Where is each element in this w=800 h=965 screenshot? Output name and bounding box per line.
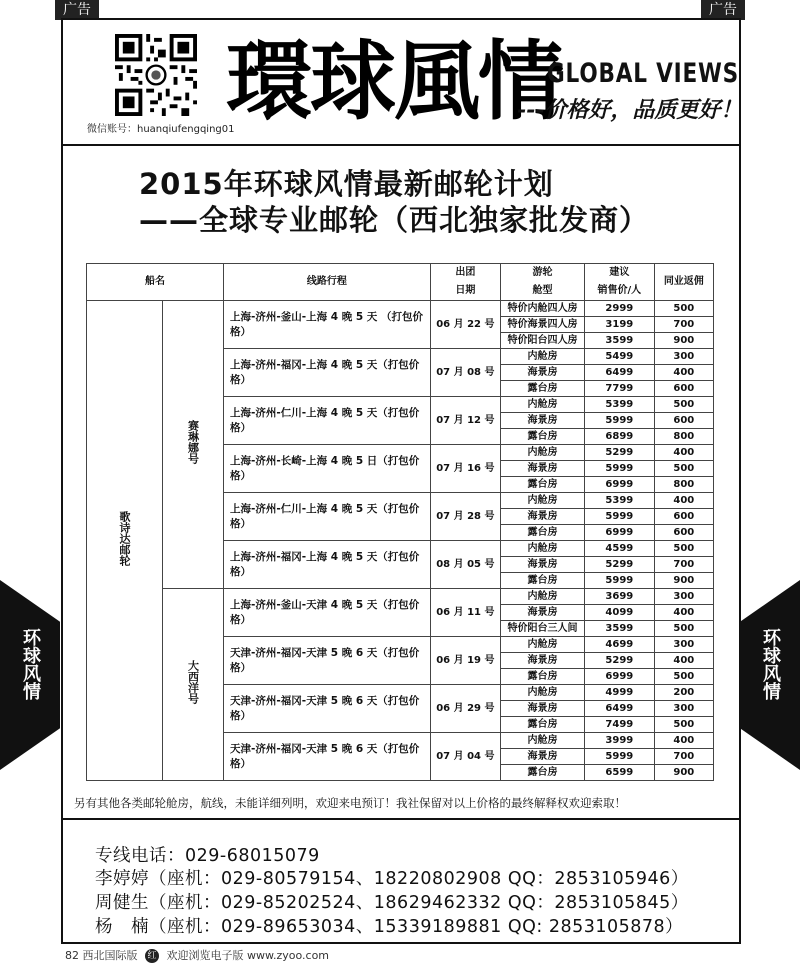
contact-hotline: 专线电话：029-68015079 [95,846,320,866]
price-cell: 4599 [585,541,655,557]
rebate-cell: 600 [654,413,713,429]
price-cell: 5999 [585,509,655,525]
cabin-type-cell: 内舱房 [500,733,584,749]
header [61,18,741,146]
cabin-type-cell: 内舱房 [500,445,584,461]
price-cell: 5499 [585,349,655,365]
price-cell: 5299 [585,653,655,669]
route-cell: 上海-济州-福冈-上海 4 晚 5 天（打包价格） [224,349,431,397]
price-cell: 3699 [585,589,655,605]
date-cell: 06 月 11 号 [430,589,500,637]
rebate-cell: 400 [654,493,713,509]
cabin-type-cell: 特价阳台三人间 [500,621,584,637]
cruise-line-cell: 歌诗达邮轮 [87,301,163,781]
date-cell: 06 月 22 号 [430,301,500,349]
col-header-route: 线路行程 [224,264,431,301]
rebate-cell: 200 [654,685,713,701]
route-cell: 天津-济州-福冈-天津 5 晚 6 天（打包价格） [224,637,431,685]
price-cell: 7799 [585,381,655,397]
price-cell: 4999 [585,685,655,701]
price-cell: 3999 [585,733,655,749]
price-cell: 6499 [585,365,655,381]
rebate-cell: 300 [654,589,713,605]
price-cell: 5399 [585,493,655,509]
rebate-cell: 400 [654,733,713,749]
contact-person: 周健生（座机：029-85202524、18629462332 QQ：2853105845） [95,893,689,913]
brand-logo-text: 環球風情 [226,31,562,132]
rebate-cell: 600 [654,525,713,541]
cabin-type-cell: 海景房 [500,749,584,765]
cabin-type-cell: 海景房 [500,557,584,573]
route-cell: 上海-济州-长崎-上海 4 晚 5 日（打包价格） [224,445,431,493]
side-label-left: 环球风情 [20,628,41,700]
route-cell: 天津-济州-福冈-天津 5 晚 6 天（打包价格） [224,733,431,781]
table-row [87,301,714,317]
cabin-type-cell: 海景房 [500,365,584,381]
date-cell: 07 月 08 号 [430,349,500,397]
cabin-type-cell: 内舱房 [500,493,584,509]
page-subtitle: ——全球专业邮轮（西北独家批发商） [139,203,650,237]
cruise-price-table [86,263,714,781]
date-cell: 06 月 29 号 [430,685,500,733]
price-cell: 3199 [585,317,655,333]
col-header-price: 建议 销售价/人 [585,264,655,301]
price-cell: 6899 [585,429,655,445]
price-cell: 5399 [585,397,655,413]
cabin-type-cell: 内舱房 [500,637,584,653]
rebate-cell: 900 [654,333,713,349]
col-header-cabin: 游轮 舱型 [500,264,584,301]
price-cell: 7499 [585,717,655,733]
rebate-cell: 500 [654,541,713,557]
cabin-type-cell: 内舱房 [500,397,584,413]
cabin-type-cell: 内舱房 [500,349,584,365]
col-header-rebate: 同业返佣 [654,264,713,301]
footnote: 另有其他各类邮轮舱房，航线，未能详细列明，欢迎来电预订！我社保留对以上价格的最终解释权欢迎索取！ [74,796,626,810]
table-row [87,589,714,605]
price-cell: 6999 [585,669,655,685]
rebate-cell: 900 [654,573,713,589]
edition-badge-icon: 红 [145,949,159,963]
rebate-cell: 700 [654,317,713,333]
ship-name-cell: 赛琳娜号 [163,301,224,589]
price-cell: 5999 [585,573,655,589]
brand-english: GLOBAL VIEWS [547,58,740,89]
cabin-type-cell: 露台房 [500,717,584,733]
slogan: ---价格好，品质更好！ [517,97,743,123]
cabin-type-cell: 露台房 [500,525,584,541]
cabin-type-cell: 露台房 [500,573,584,589]
cabin-type-cell: 海景房 [500,413,584,429]
cabin-type-cell: 露台房 [500,669,584,685]
ad-tag-left: 广告 [55,0,99,20]
rebate-cell: 600 [654,509,713,525]
rebate-cell: 500 [654,621,713,637]
qr-code-icon [115,34,197,116]
route-cell: 上海-济州-仁川-上海 4 晚 5 天（打包价格） [224,493,431,541]
rebate-cell: 500 [654,301,713,317]
divider [61,818,741,820]
side-label-right: 环球风情 [760,628,781,700]
date-cell: 07 月 12 号 [430,397,500,445]
cabin-type-cell: 特价内舱四人房 [500,301,584,317]
cabin-type-cell: 海景房 [500,461,584,477]
route-cell: 上海-济州-仁川-上海 4 晚 5 天（打包价格） [224,397,431,445]
wechat-account: 微信账号：huanqiufengqing01 [87,124,235,135]
price-cell: 6499 [585,701,655,717]
rebate-cell: 800 [654,477,713,493]
rebate-cell: 500 [654,397,713,413]
page-number: 82 [65,949,79,962]
cabin-type-cell: 露台房 [500,765,584,781]
route-cell: 上海-济州-福冈-上海 4 晚 5 天（打包价格） [224,541,431,589]
rebate-cell: 300 [654,701,713,717]
rebate-cell: 500 [654,461,713,477]
page-footer [65,947,329,963]
price-cell: 4699 [585,637,655,653]
col-header-ship: 船名 [87,264,224,301]
date-cell: 07 月 04 号 [430,733,500,781]
rebate-cell: 900 [654,765,713,781]
price-cell: 6599 [585,765,655,781]
rebate-cell: 400 [654,445,713,461]
cabin-type-cell: 内舱房 [500,685,584,701]
page-title: 2015年环球风情最新邮轮计划 [139,167,554,201]
price-cell: 5999 [585,461,655,477]
contact-person: 李婷婷（座机：029-80579154、18220802908 QQ：2853105946） [95,869,689,889]
price-cell: 5299 [585,557,655,573]
route-cell: 天津-济州-福冈-天津 5 晚 6 天（打包价格） [224,685,431,733]
ship-name-cell: 大西洋号 [163,589,224,781]
rebate-cell: 700 [654,749,713,765]
price-cell: 5299 [585,445,655,461]
cabin-type-cell: 海景房 [500,653,584,669]
rebate-cell: 300 [654,349,713,365]
price-cell: 5999 [585,749,655,765]
edition-label: 西北国际版 [82,949,138,962]
ad-tag-right: 广告 [701,0,745,20]
rebate-cell: 700 [654,557,713,573]
cabin-type-cell: 露台房 [500,429,584,445]
date-cell: 07 月 16 号 [430,445,500,493]
cabin-type-cell: 海景房 [500,605,584,621]
price-cell: 6999 [585,477,655,493]
cabin-type-cell: 露台房 [500,477,584,493]
table-header-row [87,264,714,301]
price-cell: 4099 [585,605,655,621]
col-header-depart: 出团 日期 [430,264,500,301]
website-text: 欢迎浏览电子版 www.zyoo.com [166,949,330,962]
rebate-cell: 500 [654,669,713,685]
rebate-cell: 400 [654,653,713,669]
cabin-type-cell: 内舱房 [500,541,584,557]
route-cell: 上海-济州-釜山-上海 4 晚 5 天 （打包价格） [224,301,431,349]
cabin-type-cell: 海景房 [500,701,584,717]
rebate-cell: 500 [654,717,713,733]
price-cell: 3599 [585,621,655,637]
cabin-type-cell: 露台房 [500,381,584,397]
date-cell: 06 月 19 号 [430,637,500,685]
price-cell: 6999 [585,525,655,541]
rebate-cell: 300 [654,637,713,653]
rebate-cell: 400 [654,365,713,381]
route-cell: 上海-济州-釜山-天津 4 晚 5 天（打包价格） [224,589,431,637]
rebate-cell: 400 [654,605,713,621]
cabin-type-cell: 海景房 [500,509,584,525]
cabin-type-cell: 特价海景四人房 [500,317,584,333]
price-cell: 2999 [585,301,655,317]
date-cell: 07 月 28 号 [430,493,500,541]
price-cell: 3599 [585,333,655,349]
date-cell: 08 月 05 号 [430,541,500,589]
cabin-type-cell: 特价阳台四人房 [500,333,584,349]
rebate-cell: 800 [654,429,713,445]
cabin-type-cell: 内舱房 [500,589,584,605]
price-cell: 5999 [585,413,655,429]
rebate-cell: 600 [654,381,713,397]
contact-person: 杨 楠（座机：029-89653034、15339189881 QQ: 2853105878） [95,917,684,937]
